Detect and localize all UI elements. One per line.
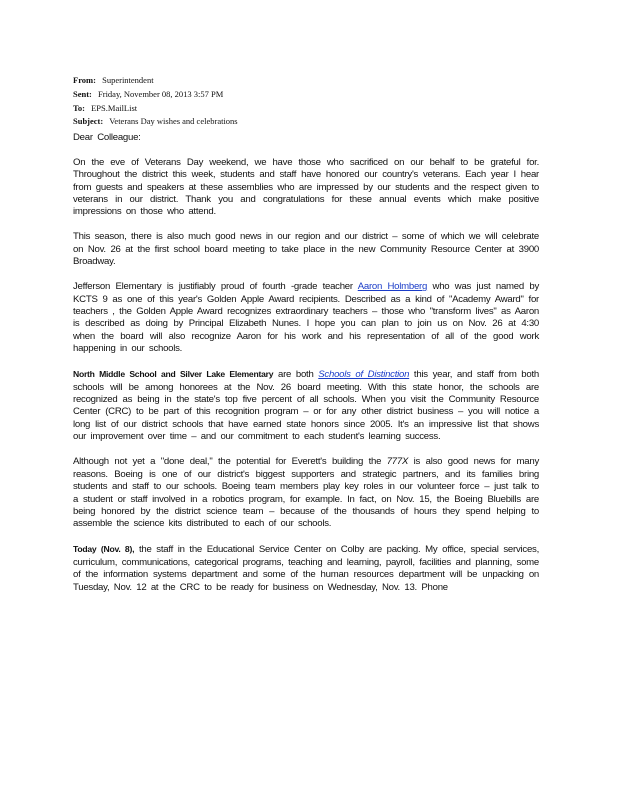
subject-value: Veterans Day wishes and celebrations [109,116,238,127]
email-header [73,74,543,129]
aaron-holmberg-link[interactable]: Aaron Holmberg [357,281,428,293]
paragraph-good-news: This season, there is also much good news in our region and our district – some of which we will celebrate on Nov. 26 at the first school board meeting to take place in the new Community Resource Center at 3900 Broadway. [73,231,539,268]
paragraph-lead: North Middle School and Silver Lake Elementary [73,369,274,380]
salutation: Dear Colleague: [73,132,141,143]
paragraph-golden-apple [73,281,539,355]
sent-row [73,88,543,102]
paragraph-lead: Today (Nov. 8), [73,544,135,555]
from-row [73,74,543,88]
to-value: EPS.MailList [91,102,138,113]
email-body [73,132,539,607]
subject-row [73,115,543,129]
paragraph-text: Although not yet a "done deal," the potential for Everett's building the [73,456,387,468]
paragraph-text: is also good news for many reasons. Boeing is one of our district's biggest supporters and strategic partners, and its families bring students and staff to our schools. Boeing team members play key roles in our volunteer force – just talk to a student or staff involved in a robotics program, for example. In fact, on Nov. 15, the Boeing Bluebills are being honored by the district science team – because of the thousands of hours they spend helping to assemble the science kits distributed to each of our schools. [73,456,539,530]
aircraft-model: 777X [386,456,409,468]
to-label: To: [73,102,85,113]
paragraph-text: the staff in the Educational Service Center on Colby are packing. My office, special services, curriculum, communications, categorical programs, teaching and learning, payroll, facilities and planning, some of the information systems department and some of the human resources department will be unpacking on Tuesday, Nov. 12 at the CRC to be ready for business on Wednesday, Nov. 13. Phone [73,544,539,593]
from-label: From: [73,75,96,85]
sent-value: Friday, November 08, 2013 3:57 PM [98,88,224,99]
paragraph-veterans-day: On the eve of Veterans Day weekend, we have those who sacrificed on our behalf to be grateful for. Throughout the district this week, students and staff have honored our country's veterans. Each year I hear from guests and speakers at these assemblies who are impressed by our students and the respect given to veterans in our district. Thank you and congratulations for these annual events which make positive impressions on those who attend. [73,156,539,218]
schools-of-distinction-link[interactable]: Schools of Distinction [318,369,410,381]
paragraph-text: who was just named by KCTS 9 as one of this year's Golden Apple Award recipients. Described as a kind of "Academy Award" for teachers , the Golden Apple Award recognizes extraordinary teachers – those who "transform lives" as Aaron is described as doing by Principal Elizabeth Nunes. I hope you can plan to join us on Nov. 26 at 4:30 when the board will also recognize Aaron for his work and his representation of all of the good work happening in our schools. [73,281,539,355]
paragraph-text: this year, and staff from both schools will be among honorees at the Nov. 26 board meeting. With this state honor, the schools are recognized as being in the state's top five percent of all schools. When you visit the Community Resource Center (CRC) to be part of this recognition program – or for any other district business – you will notice a long list of our district schools that have earned state honors since 2005. It's an impressive list that shows our improvement over time – and our commitment to each student's learning success. [73,369,539,443]
paragraph-boeing [73,456,539,530]
paragraph-text: Jefferson Elementary is justifiably proud of fourth -grade teacher [73,281,358,293]
paragraph-moving [73,543,539,594]
paragraph-schools-of-distinction [73,368,539,443]
paragraph-text: are both [273,369,319,381]
from-value: Superintendent [102,75,154,85]
subject-label: Subject: [73,116,104,127]
sent-label: Sent: [73,88,92,99]
to-row [73,102,543,116]
